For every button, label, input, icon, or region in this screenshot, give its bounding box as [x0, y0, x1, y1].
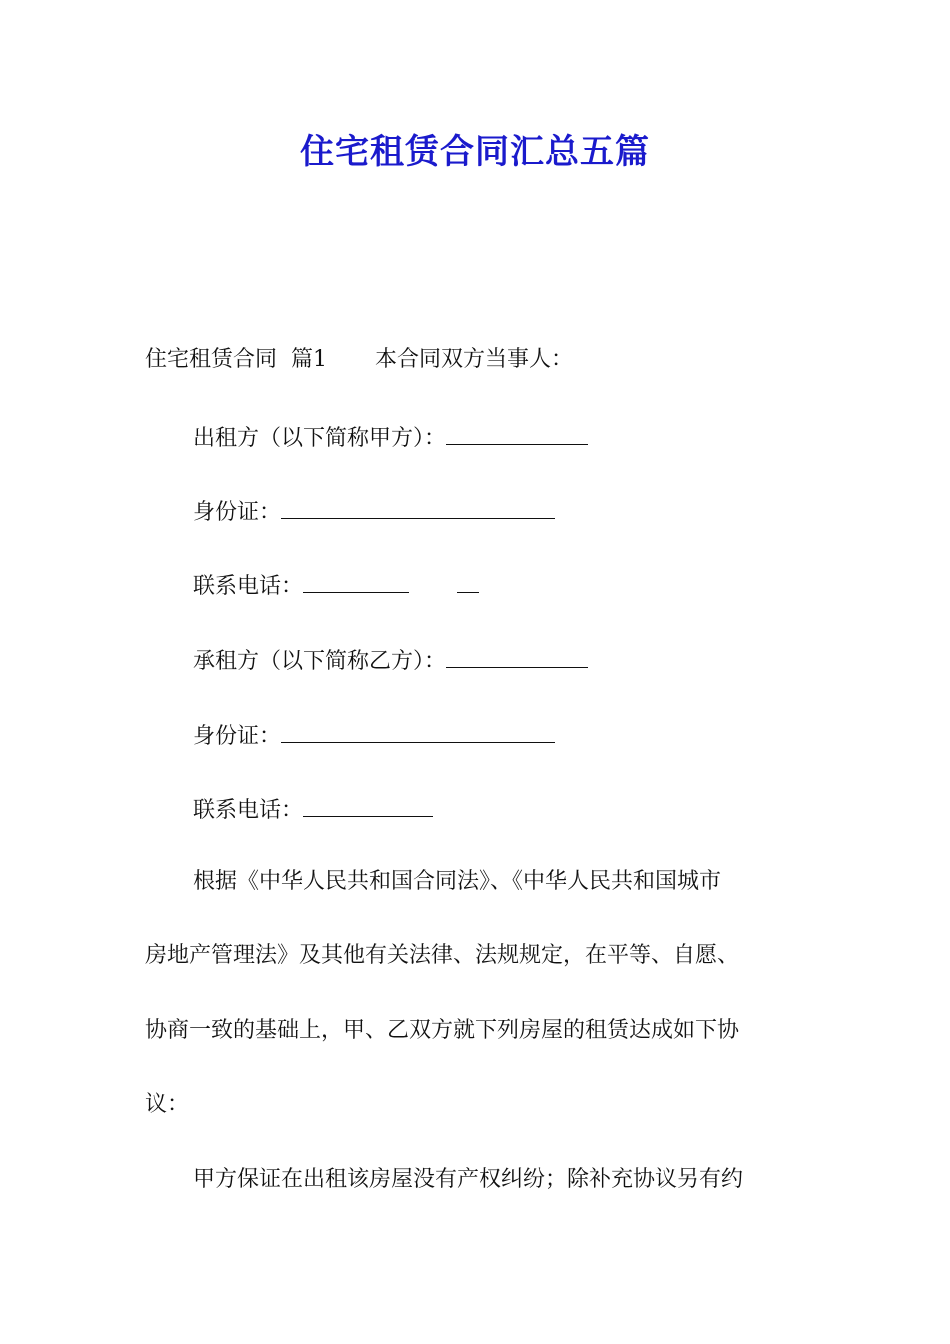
lessee-id-label: 身份证：: [193, 724, 282, 749]
lessor-phone-line: [193, 566, 853, 604]
lessee-id-line: [193, 716, 853, 754]
lessee-label: 承租方（以下简称乙方）：: [193, 649, 447, 674]
lessor-id-line: [193, 492, 853, 530]
paragraph-line: 甲方保证在出租该房屋没有产权纠纷；除补充协议另有约: [193, 1167, 744, 1192]
section-heading: 住宅租赁合同 篇1: [145, 347, 327, 372]
parties-intro: 本合同双方当事人：: [374, 347, 573, 372]
lessor-phone-blank-extra: [457, 566, 479, 593]
paragraph-line: 协商一致的基础上，甲、乙双方就下列房屋的租赁达成如下协: [145, 1018, 740, 1043]
paragraph-line: 根据《中华人民共和国合同法》、《中华人民共和国城市: [193, 869, 722, 894]
lessee-phone-blank: [303, 790, 433, 817]
lessor-phone-label: 联系电话：: [193, 574, 304, 599]
paragraph-line: 议：: [145, 1092, 190, 1117]
lessor-id-blank: [281, 492, 555, 519]
paragraph-line: 房地产管理法》及其他有关法律、法规规定，在平等、自愿、: [145, 943, 740, 968]
lessee-name-blank: [446, 641, 588, 668]
lessor-phone-blank: [303, 566, 409, 593]
lessee-phone-label: 联系电话：: [193, 798, 304, 823]
lessor-name-blank: [446, 418, 588, 445]
lessee-line: [193, 641, 853, 679]
lessee-id-blank: [281, 716, 555, 743]
section-heading-line: [145, 343, 805, 377]
lessee-phone-line: [193, 790, 853, 828]
lessor-label: 出租方（以下简称甲方）：: [193, 426, 447, 451]
lessor-id-label: 身份证：: [193, 500, 282, 525]
document-title: 住宅租赁合同汇总五篇: [300, 132, 650, 172]
lessor-line: [193, 418, 853, 456]
